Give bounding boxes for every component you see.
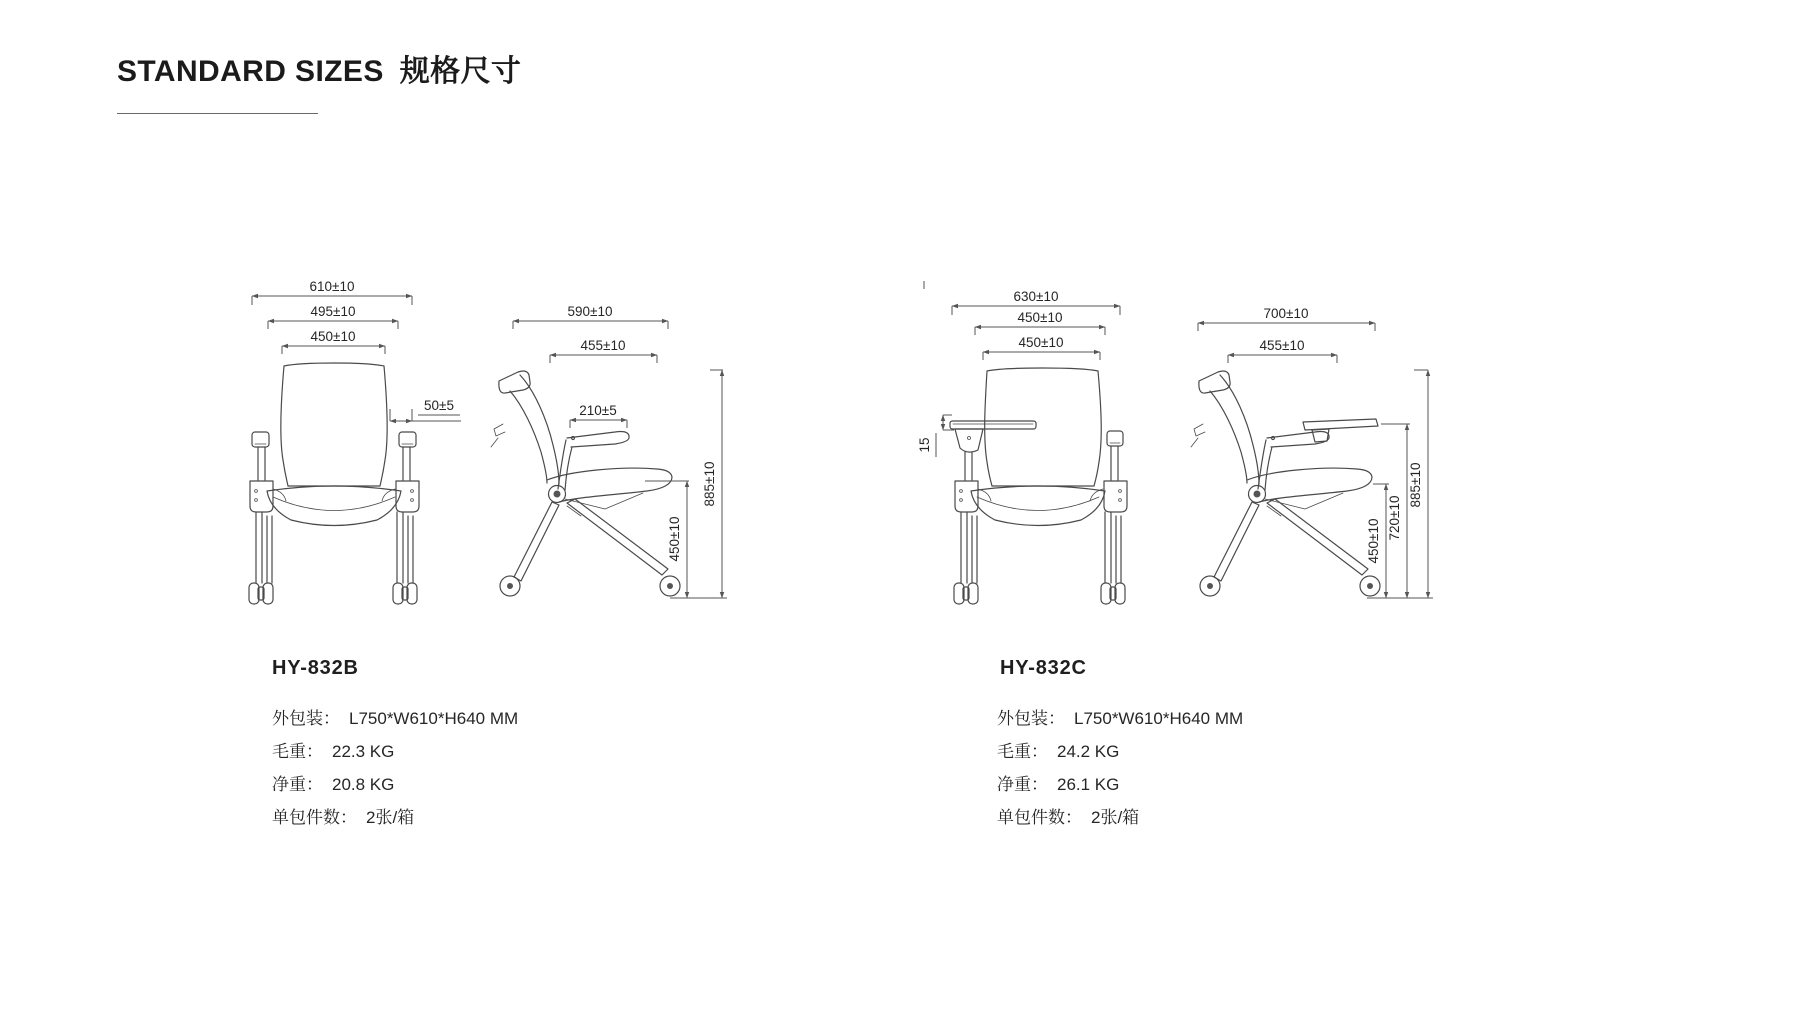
spec-value: 20.8 KG	[332, 775, 395, 794]
p1-dim-side-outer: 590±10	[567, 304, 613, 319]
p1-dim-total-height: 885±10	[702, 461, 717, 507]
page-title-zh: 规格尺寸	[399, 55, 522, 88]
p1-side-dimension-lines	[513, 321, 727, 598]
p2-dim-side-inner: 455±10	[1259, 338, 1305, 353]
p2-dim-seat-height: 450±10	[1366, 518, 1381, 564]
p2-chair-side-view	[1191, 371, 1380, 596]
title-underline	[117, 113, 318, 114]
p1-dim-front-outer: 610±10	[309, 279, 355, 294]
armrest	[1267, 432, 1329, 448]
p1-dim-seat-height: 450±10	[667, 516, 682, 562]
tablet-bracket	[955, 429, 983, 452]
spec-row	[997, 735, 1243, 768]
p2-front-dimension-lines	[924, 281, 1120, 457]
front-leg	[1267, 499, 1368, 575]
legs	[961, 512, 977, 583]
spec-row	[272, 702, 518, 735]
product-2-technical-drawing	[915, 278, 1440, 618]
page-title	[117, 46, 521, 90]
p2-dim-front-outer: 630±10	[1013, 289, 1059, 304]
spec-label: 外包装：	[272, 709, 340, 728]
p1-dim-back-gap: 50±5	[424, 398, 454, 413]
rear-leg	[514, 502, 559, 581]
p2-dim-front-mid: 450±10	[1017, 310, 1063, 325]
p1-dim-front-inner: 450±10	[310, 329, 356, 344]
spec-value: 2张/箱	[366, 808, 415, 827]
p1-chair-front-view	[249, 363, 419, 604]
armrest-cap	[1107, 431, 1123, 446]
spec-label: 毛重：	[997, 742, 1048, 761]
spec-row	[272, 801, 518, 834]
p2-dim-total-height: 885±10	[1408, 462, 1423, 508]
spec-value: 22.3 KG	[332, 742, 395, 761]
spec-value: 24.2 KG	[1057, 742, 1120, 761]
p1-dim-side-inner: 455±10	[580, 338, 626, 353]
armrest-cap	[252, 432, 269, 447]
spec-label: 净重：	[997, 775, 1048, 794]
caster	[954, 583, 978, 604]
front-leg	[567, 499, 668, 575]
p2-model-name: HY-832C	[1000, 657, 1087, 679]
page-title-en: STANDARD SIZES	[117, 55, 384, 88]
spec-label: 单包件数：	[997, 808, 1082, 827]
spec-row	[272, 735, 518, 768]
p2-dim-front-inner: 450±10	[1018, 335, 1064, 350]
caster	[249, 583, 273, 604]
spec-label: 净重：	[272, 775, 323, 794]
spec-value: 2张/箱	[1091, 808, 1140, 827]
armrest	[567, 432, 629, 448]
legs	[256, 512, 272, 583]
armrest-cap	[399, 432, 416, 447]
backrest	[985, 368, 1102, 486]
backrest	[281, 363, 387, 486]
backrest	[520, 375, 559, 484]
legs	[1105, 512, 1121, 583]
caster	[1101, 583, 1125, 604]
p2-dim-side-outer: 700±10	[1263, 306, 1309, 321]
spec-value: L750*W610*H640 MM	[1074, 709, 1244, 728]
p2-dim-tablet-height: 720±10	[1387, 495, 1402, 541]
backrest	[1220, 375, 1259, 484]
spec-label: 单包件数：	[272, 808, 357, 827]
p2-spec-list	[997, 702, 1243, 834]
tablet-board	[950, 421, 1036, 429]
p2-chair-front-view	[950, 368, 1127, 604]
tablet-board	[1303, 419, 1378, 430]
p1-dim-front-mid: 495±10	[310, 304, 356, 319]
product-1-technical-drawing	[215, 278, 740, 618]
spec-row	[997, 768, 1243, 801]
p2-dim-tablet-gap: 15	[917, 437, 932, 453]
p1-model-name: HY-832B	[272, 657, 359, 679]
spec-value: 26.1 KG	[1057, 775, 1120, 794]
rear-leg	[1214, 502, 1259, 581]
spec-label: 毛重：	[272, 742, 323, 761]
spec-row	[997, 801, 1243, 834]
spec-row	[997, 702, 1243, 735]
spec-row	[272, 768, 518, 801]
p1-spec-list	[272, 702, 518, 834]
legs	[397, 512, 413, 583]
spec-value: L750*W610*H640 MM	[349, 709, 519, 728]
p1-dim-armrest-depth: 210±5	[579, 403, 617, 418]
spec-label: 外包装：	[997, 709, 1065, 728]
seat	[267, 486, 401, 526]
seat	[971, 486, 1105, 526]
caster	[393, 583, 417, 604]
